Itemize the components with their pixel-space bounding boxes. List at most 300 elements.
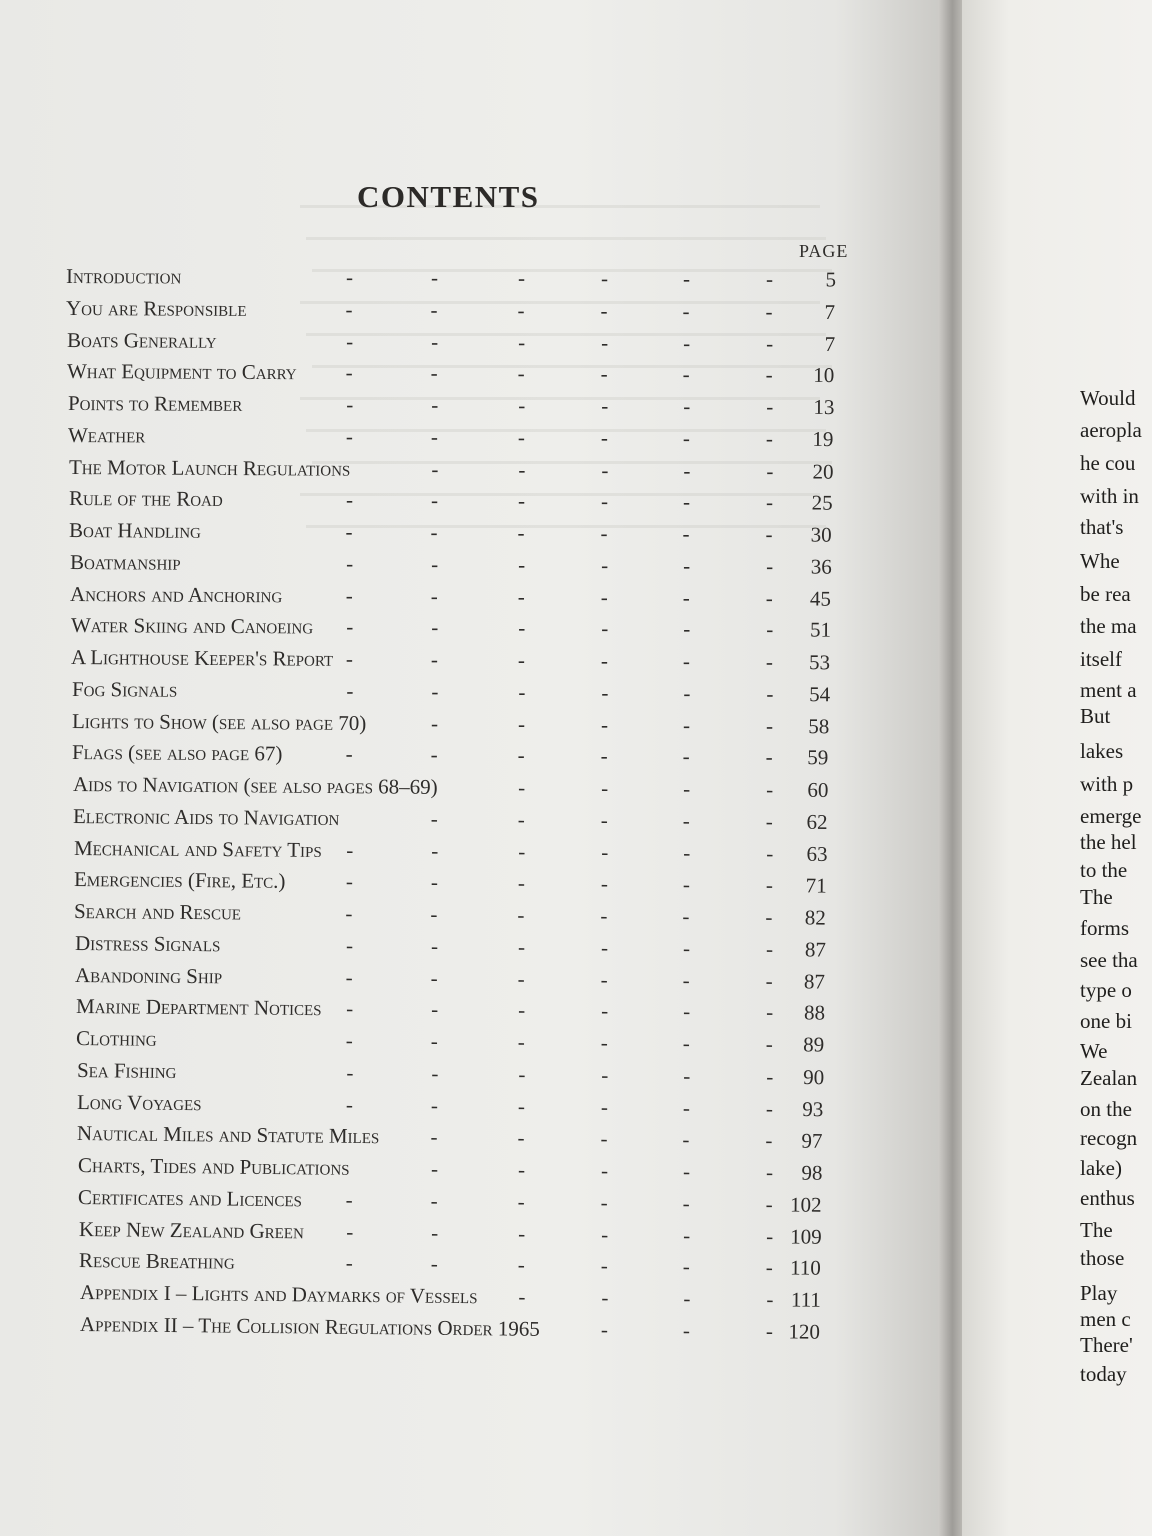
right-page-text-line: lake) [1080,1156,1122,1180]
leader-dash: - [682,1063,691,1088]
contents-entry-page-number: 30 [811,522,833,547]
leader-dash: - [765,1032,774,1057]
right-page-text-line: itself [1080,647,1122,671]
leader-dash: - [345,869,354,894]
leader-dash: - [345,646,354,671]
leader-dash: - [345,583,354,608]
contents-entry-label: Electronic Aids to Navigation [73,803,340,830]
leader-dash: - [682,1095,691,1120]
leader-dash: - [682,1031,691,1056]
leader-dash: - [600,330,609,355]
leader-dash: - [517,775,526,800]
contents-entry-page-number: 97 [801,1128,824,1154]
contents-entry [76,1024,824,1061]
right-page-text-line: forms [1080,916,1129,940]
leader-dash: - [765,1096,774,1121]
leader-dash: - [600,1253,609,1278]
leader-dash: - [430,1188,439,1213]
contents-entry-label: Fog Signals [71,676,177,702]
right-page-text-line: enthus [1080,1186,1135,1210]
leader-dash: - [765,936,774,961]
right-page-text-line: with p [1080,772,1134,796]
leader-dash: - [765,777,774,802]
right-page-text-line: on the [1080,1097,1132,1121]
right-page-text-line: see tha [1080,948,1138,972]
leader-dash: - [517,1284,526,1309]
contents-entry-label: Search and Rescue [74,899,242,925]
right-page-text-line: The [1080,1218,1113,1242]
leader-dash: - [430,520,439,545]
leader-dash: - [600,425,609,450]
leader-dash: - [345,297,354,322]
page-title: CONTENTS [357,179,540,214]
right-page-text-line: But [1080,704,1111,728]
contents-entry-label: Rule of the Road [68,486,223,512]
leader-dash: - [765,713,774,738]
contents-entry [70,580,831,615]
right-page-text-line: There' [1080,1333,1133,1357]
leader-dash: - [682,616,691,642]
contents-entry-label: Flags (see also page 67) [72,740,283,766]
right-page-text-line: with in [1080,484,1139,508]
contents-entry-page-number: 60 [807,777,829,802]
leader-dash: - [430,329,439,354]
right-page-text-line: Zealan [1080,1066,1138,1090]
contents-entry-label: Anchors and Anchoring [70,581,283,607]
contents-entry-label: The Motor Launch Regulations [68,454,350,481]
leader-dash: - [600,362,609,387]
contents-entry [72,738,829,773]
contents-entry-label: You are Responsible [66,295,248,321]
leader-dash: - [682,1222,691,1247]
leader-dash: - [430,933,439,958]
leader-dash: - [517,298,526,323]
leader-dash: - [682,458,691,483]
contents-entry-page-number: 36 [810,554,832,579]
leader-dash: - [517,584,526,609]
contents-entry-page-number: 25 [811,490,833,515]
right-page-text-line: lakes [1080,739,1124,763]
leader-dash: - [517,711,526,736]
leader-dash: - [682,776,691,801]
leader-dash: - [765,1160,774,1185]
leader-dash: - [430,1156,439,1181]
contents-entry-page-number: 71 [805,873,827,898]
right-page-text-line: ment a [1080,678,1137,702]
leader-dash: - [765,490,774,515]
contents-entry-label: Abandoning Ship [75,962,223,988]
leader-dash: - [600,489,609,514]
contents-entry-label: Appendix II – The Collision Regulations Order 1965 [79,1311,540,1341]
leader-dash: - [682,904,691,929]
leader-dash: - [345,837,354,862]
leader-dash: - [345,742,354,767]
leader-dash: - [430,1092,439,1117]
leader-dash: - [765,809,774,834]
leader-dash: - [600,457,609,482]
leader-dash: - [682,808,691,833]
contents-entry-page-number: 53 [809,650,831,675]
leader-dash: - [430,551,439,576]
contents-entry [67,357,834,391]
leader-dash: - [765,362,774,387]
contents-entry-label: Sea Fishing [76,1057,177,1083]
leader-dash: - [430,361,439,386]
leader-dash: - [765,426,774,451]
leader-dash: - [765,617,774,642]
leader-dash: - [345,519,354,544]
leader-dash: - [765,394,774,419]
contents-entry-page-number: 19 [812,426,834,451]
leader-dash: - [600,648,609,673]
leader-dash: - [345,424,354,449]
contents-entry-page-number: 98 [801,1160,823,1185]
leader-dash: - [517,1189,526,1214]
contents-entry-label: Boats Generally [66,327,217,353]
leader-dash: - [765,1318,774,1344]
contents-entry-page-number: 63 [806,841,828,866]
contents-entry-label: Emergencies (Fire, Etc.) [73,867,286,894]
leader-dash: - [600,1030,609,1055]
leader-dash: - [345,678,354,703]
right-page-text-line: those [1080,1246,1125,1270]
leader-dash: - [600,1221,609,1247]
leader-dash: - [682,649,691,674]
right-page-text-line: type o [1080,978,1132,1002]
leader-dash: - [682,425,691,451]
contents-entry [80,1310,820,1348]
leader-dash: - [600,616,609,641]
leader-dash: - [345,392,354,417]
leader-dash: - [345,996,354,1021]
leader-dash: - [517,902,526,927]
contents-entry [77,1088,824,1125]
leader-dash: - [600,807,609,832]
leader-dash: - [682,1286,691,1311]
leader-dash: - [517,1093,526,1118]
contents-entry-page-number: 51 [809,617,831,642]
leader-dash: - [517,966,526,991]
leader-dash: - [345,328,354,353]
leader-dash: - [682,967,691,992]
leader-dash: - [765,299,774,324]
contents-entry-label: A Lighthouse Keeper's Report [71,645,334,671]
leader-dash: - [600,1285,609,1310]
right-page-text-line: Play [1080,1281,1118,1305]
leader-dash: - [345,551,354,576]
leader-dash: - [345,1060,354,1085]
leader-dash: - [517,425,526,450]
leader-dash: - [430,902,439,927]
leader-dash: - [430,1029,439,1054]
leader-dash: - [517,1029,526,1054]
leader-dash: - [345,1251,354,1276]
leader-dash: - [517,457,526,482]
leader-dash: - [600,998,609,1023]
leader-dash: - [682,1318,691,1343]
leader-dash: - [765,267,774,292]
right-page-text-line: be rea [1080,582,1131,606]
leader-dash: - [600,743,609,768]
contents-entry [76,992,825,1029]
contents-entry [71,675,829,710]
leader-dash: - [430,997,439,1022]
leader-dash: - [600,521,609,546]
leader-dash: - [600,266,609,291]
leader-dash: - [600,552,609,578]
leader-dash: - [517,615,526,641]
leader-dash: - [600,903,609,928]
leader-dash: - [765,681,774,706]
contents-entry [68,421,834,455]
leader-dash: - [345,1219,354,1244]
contents-entry-page-number: 58 [808,713,830,738]
leader-dash: - [430,711,439,736]
leader-dash: - [682,936,691,961]
leader-dash: - [517,998,526,1023]
right-page [962,0,1152,1536]
leader-dash: - [600,712,609,737]
contents-entry [71,643,830,678]
contents-entry-page-number: 89 [803,1032,825,1057]
leader-dash: - [765,1287,774,1312]
leader-dash: - [682,1127,691,1152]
leader-dash: - [765,1223,774,1248]
contents-entry-label: Appendix I – Lights and Daymarks of Vessels [79,1280,478,1309]
contents-entry-page-number: 7 [824,299,836,324]
contents-entry-label: Certificates and Licences [78,1184,303,1212]
leader-dash: - [345,360,354,385]
contents-entry [74,897,826,934]
leader-dash: - [430,965,439,990]
leader-dash: - [600,839,609,864]
leader-dash: - [682,490,691,515]
leader-dash: - [345,487,354,512]
leader-dash: - [682,840,691,865]
show-through-line [306,237,826,240]
leader-dash: - [682,1254,691,1279]
leader-dash: - [430,870,439,895]
contents-entry-page-number: 110 [790,1255,822,1281]
contents-entry-label: Weather [68,422,146,448]
right-page-text-line: that's [1080,515,1124,539]
right-page-text-line: one bi [1080,1009,1132,1033]
leader-dash: - [765,840,774,865]
leader-dash: - [345,1187,354,1212]
contents-entry [68,453,833,488]
leader-dash: - [600,967,609,992]
contents-entry-page-number: 13 [812,394,835,420]
leader-dash: - [682,394,691,419]
contents-entry [75,929,826,966]
leader-dash: - [600,393,609,418]
leader-dash: - [600,680,609,705]
right-page-text-line: Whe [1080,549,1120,573]
leader-dash: - [682,681,691,706]
leader-dash: - [600,298,609,323]
leader-dash: - [765,585,774,610]
contents-entry-label: Nautical Miles and Statute Miles [77,1121,380,1149]
leader-dash: - [517,838,526,864]
leader-dash: - [682,712,691,737]
leader-dash: - [345,901,354,926]
leader-dash: - [517,934,526,959]
right-page-text-line: We [1080,1039,1108,1063]
contents-entry-page-number: 5 [825,267,837,292]
contents-entry-page-number: 7 [824,331,836,356]
leader-dash: - [345,614,354,639]
contents-entry-label: Points to Remember [67,391,243,416]
book-gutter [938,0,964,1536]
leader-dash: - [517,1125,526,1150]
contents-entry-page-number: 62 [806,809,828,834]
leader-dash: - [430,424,439,449]
contents-entry-page-number: 102 [790,1192,823,1217]
right-page-text-line: he cou [1080,451,1136,475]
contents-entry-page-number: 45 [810,586,832,611]
leader-dash: - [682,553,691,578]
contents-entry-label: Mechanical and Safety Tips [73,835,322,862]
leader-dash: - [600,1062,609,1087]
leader-dash: - [345,265,354,290]
leader-dash: - [430,265,439,290]
leader-dash: - [765,1191,774,1217]
leader-dash: - [600,584,609,609]
leader-dash: - [682,266,691,291]
leader-dash: - [430,647,439,672]
leader-dash: - [430,615,439,640]
contents-entry [71,611,831,646]
contents-entry-page-number: 87 [804,968,826,994]
contents-entry-label: Rescue Breathing [79,1248,236,1274]
contents-entry-page-number: 93 [802,1096,824,1121]
leader-dash: - [430,297,439,322]
leader-dash: - [765,873,774,898]
leader-dash: - [517,520,526,545]
contents-entry [66,262,836,295]
contents-entry [73,770,829,806]
leader-dash: - [517,488,526,514]
leader-dash: - [517,1157,526,1182]
leader-dash: - [600,1190,609,1215]
contents-entry [72,707,829,742]
leader-dash: - [765,458,774,483]
contents-entry-label: Lights to Show (see also page 70) [71,708,367,735]
leader-dash: - [517,329,526,354]
leader-dash: - [517,1221,526,1246]
leader-dash: - [682,585,691,610]
right-page-text-line: to the [1080,858,1128,882]
leader-dash: - [345,1092,354,1117]
leader-dash: - [682,298,691,324]
contents-entry-page-number: 10 [813,363,835,388]
contents-entry [67,326,835,360]
leader-dash: - [517,552,526,577]
contents-entry-label: Boat Handling [69,518,202,543]
leader-dash: - [430,456,439,481]
leader-dash: - [430,838,439,863]
contents-entry-page-number: 87 [804,937,826,962]
contents-entry [78,1183,822,1221]
leader-dash: - [430,392,439,417]
leader-dash: - [430,1061,439,1086]
leader-dash: - [682,521,691,546]
leader-dash: - [765,331,774,356]
contents-entry-page-number: 82 [805,905,827,930]
leader-dash: - [682,362,691,387]
leader-dash: - [600,1094,609,1119]
right-page-text-line: men c [1080,1307,1131,1331]
right-page-text-line: the hel [1080,830,1137,854]
contents-entry [78,1151,823,1189]
leader-dash: - [765,1064,774,1089]
contents-entry-page-number: 54 [808,681,830,707]
leader-dash: - [600,1158,609,1183]
contents-entry [76,1056,824,1093]
contents-entry-label: Boatmanship [69,549,181,575]
leader-dash: - [600,871,609,896]
contents-entry-page-number: 109 [789,1223,822,1249]
leader-dash: - [765,554,774,579]
contents-entry-label: Introduction [65,264,182,289]
contents-entry [74,865,827,902]
contents-entry [79,1278,820,1316]
contents-entry-label: Charts, Tides and Publications [77,1153,350,1180]
contents-entry [69,516,832,551]
contents-entry-label: Long Voyages [76,1089,202,1115]
right-page-text-line: today [1080,1362,1127,1386]
right-page-text-line: recogn [1080,1126,1138,1150]
right-page-text-line: The [1080,885,1113,909]
contents-entry-page-number: 20 [811,459,834,484]
leader-dash: - [430,1220,439,1245]
leader-dash: - [517,1252,526,1277]
contents-entry-label: Distress Signals [74,930,221,957]
contents-entry-page-number: 90 [802,1064,824,1089]
leader-dash: - [682,872,691,897]
leader-dash: - [765,968,774,993]
right-page-text-line: the ma [1080,614,1137,638]
leader-dash: - [517,871,526,896]
leader-dash: - [682,330,691,355]
contents-entry [75,961,825,998]
leader-dash: - [517,265,526,291]
leader-dash: - [765,745,774,770]
contents-entry-label: Aids to Navigation (see also pages 68–69) [72,772,438,799]
contents-entry-label: What Equipment to Carry [67,359,297,385]
leader-dash: - [765,1255,774,1280]
contents-entry-label: Marine Department Notices [75,994,322,1021]
page-column-header: PAGE [799,241,849,261]
leader-dash: - [430,679,439,704]
leader-dash: - [430,1251,439,1277]
leader-dash: - [600,1317,609,1342]
right-page-text-line: Would [1080,386,1136,410]
leader-dash: - [517,807,526,832]
leader-dash: - [517,679,526,704]
leader-dash: - [517,1061,526,1087]
contents-entry [74,834,828,870]
leader-dash: - [430,583,439,608]
contents-entry-page-number: 88 [803,1000,825,1025]
leader-dash: - [517,648,526,673]
contents-entry-page-number: 120 [788,1319,821,1344]
leader-dash: - [765,1128,774,1153]
leader-dash: - [682,1191,691,1216]
contents-entry [66,294,835,328]
contents-entry [70,548,832,583]
contents-entry [68,389,835,423]
